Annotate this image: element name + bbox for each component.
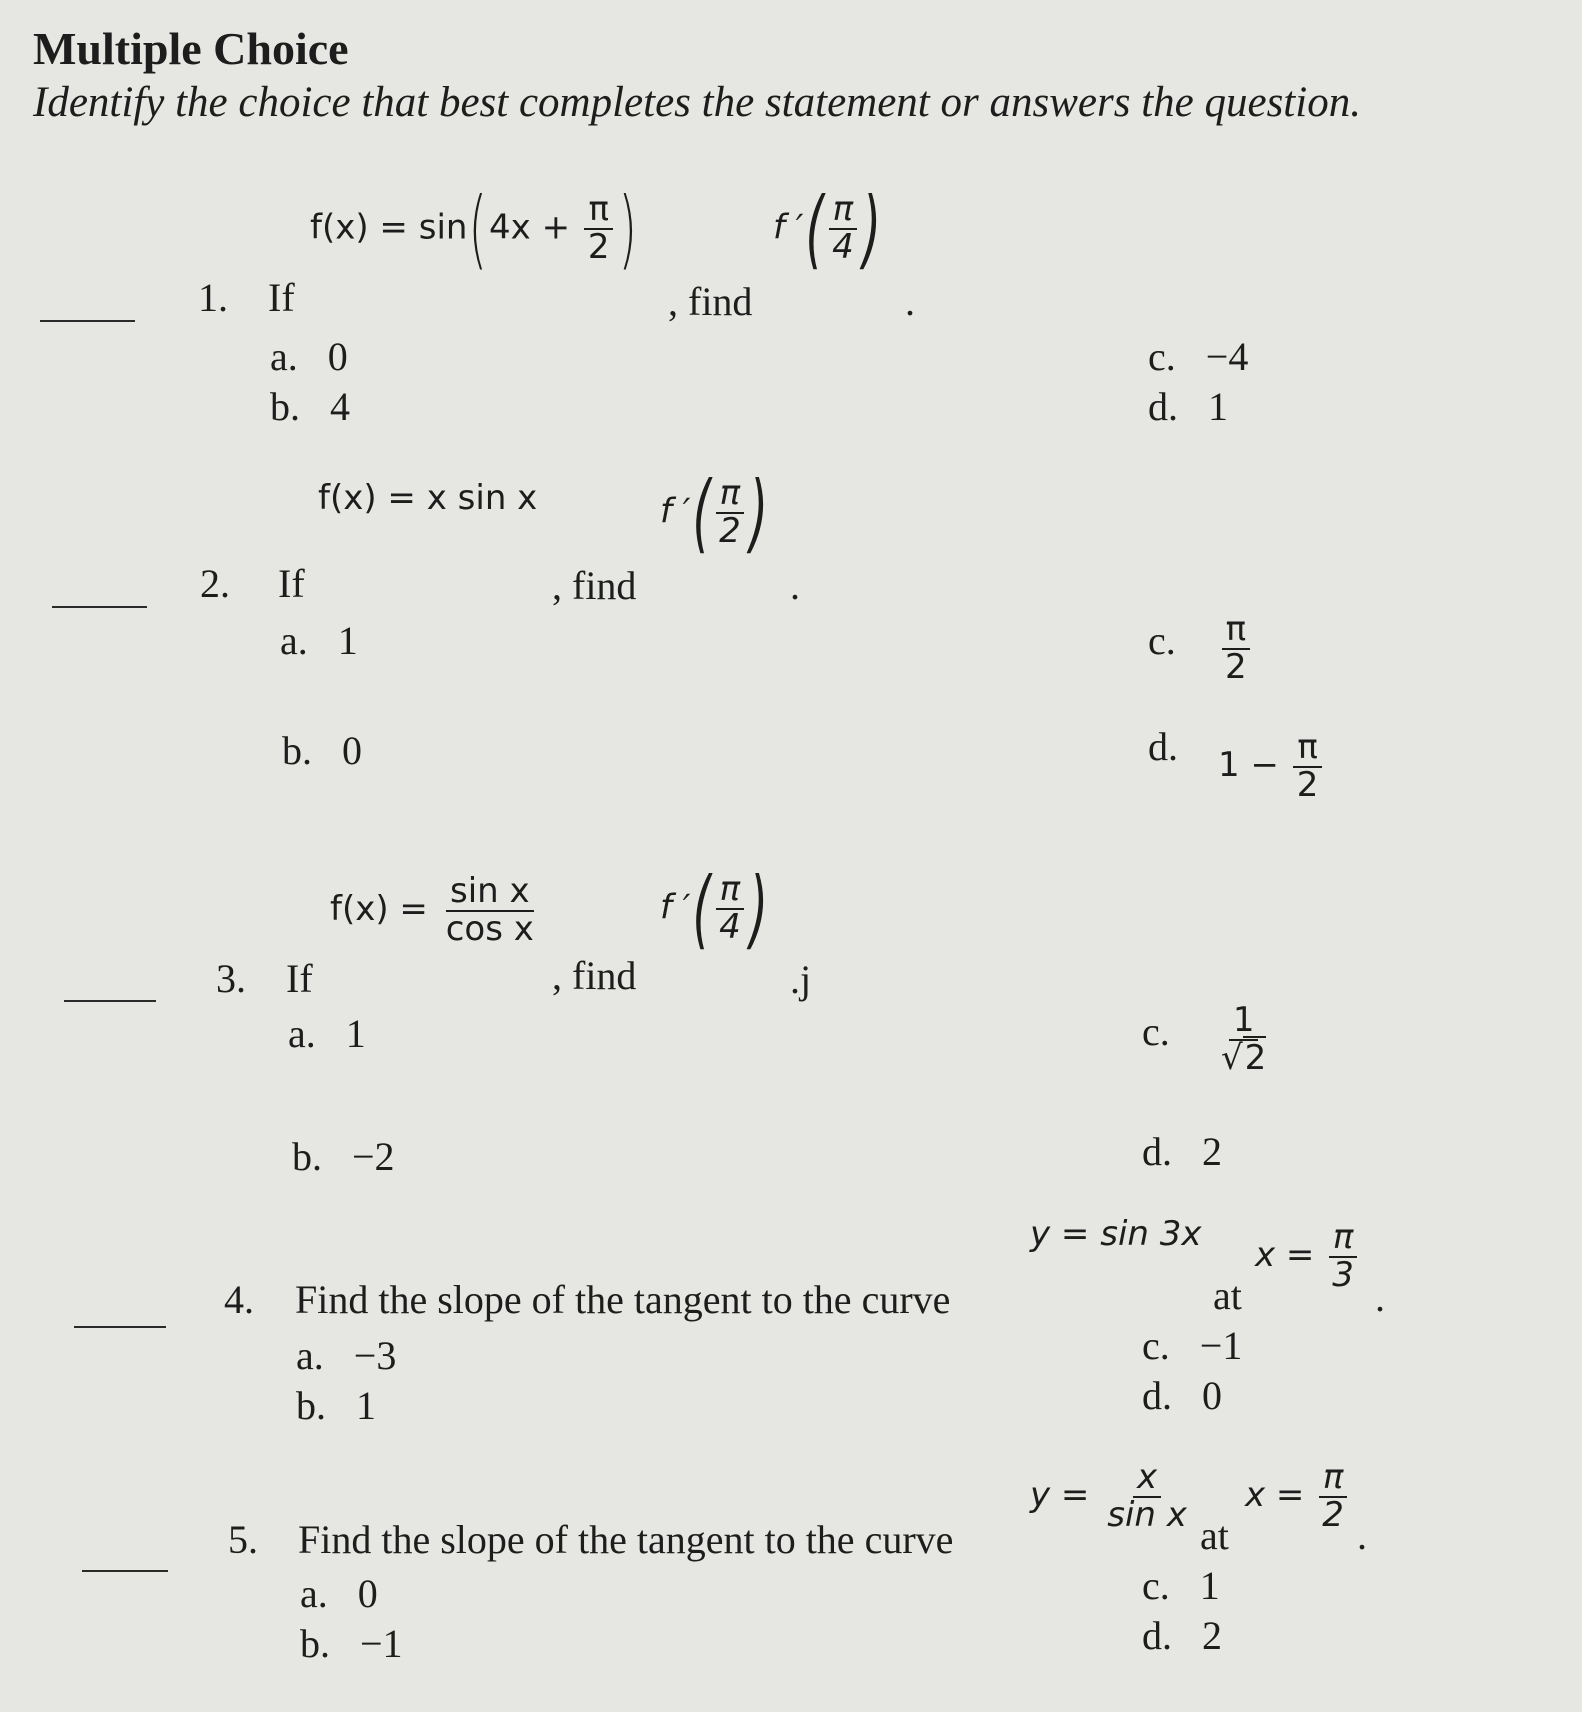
choice-d-value[interactable]: 1 − $\frac{\pi}{2}$	[1218, 730, 1325, 803]
evaluation-point: f ′( $\frac{\pi}{4}$ )	[660, 859, 768, 959]
period: .j	[790, 957, 812, 1002]
evaluation-point: f ′( $\frac{\pi}{4}$ )	[773, 179, 881, 279]
choice-d[interactable]: d. 1	[1148, 384, 1228, 429]
at-text: at	[1213, 1273, 1242, 1318]
choice-a[interactable]: a. −3	[296, 1333, 397, 1378]
fraction: $\frac{1}{√2}$	[1221, 1000, 1267, 1078]
function-definition: f(x) = sin(4x + $\frac{\pi}{2}$ )	[310, 179, 637, 279]
choice-a[interactable]: a. 0	[300, 1571, 378, 1616]
function-definition: f(x) = x sin x	[318, 478, 538, 518]
choice-a[interactable]: a. 1	[288, 1011, 366, 1056]
question-lead: If	[268, 275, 295, 320]
find-text: , find	[552, 953, 637, 998]
question-number: 3.	[216, 956, 246, 1001]
question-number: 1.	[198, 275, 228, 320]
choice-c[interactable]: c. 1	[1142, 1563, 1220, 1608]
evaluation-point: f ′( $\frac{\pi}{2}$ )	[660, 463, 768, 563]
fraction: $\frac{\pi}{3}$	[1328, 1220, 1358, 1293]
question-number: 5.	[228, 1517, 258, 1562]
choice-c[interactable]: c. −1	[1142, 1323, 1243, 1368]
fraction: $\frac{\pi}{4}$	[828, 192, 858, 265]
answer-blank-3[interactable]	[64, 1000, 156, 1002]
fraction: $\frac{\pi}{2}$	[1293, 730, 1323, 803]
find-text: , find	[668, 279, 753, 324]
fraction: $\frac{\pi}{4}$	[715, 872, 745, 945]
instructions: Identify the choice that best completes the statement or answers the question.	[33, 79, 1361, 126]
choice-a[interactable]: a. 0	[270, 334, 348, 379]
choice-b[interactable]: b. 1	[296, 1383, 376, 1428]
choice-c-value[interactable]	[1218, 609, 1254, 687]
choice-c[interactable]: c.	[1142, 1009, 1170, 1054]
period: .	[905, 279, 915, 324]
question-number: 4.	[224, 1277, 254, 1322]
choice-a[interactable]: a. 1	[280, 618, 358, 663]
choice-b[interactable]: b. 4	[270, 384, 350, 429]
answer-blank-4[interactable]	[74, 1326, 166, 1328]
find-text: , find	[552, 563, 637, 608]
function-definition: f(x) = $\frac{\text{sin x}}{\text{cos x}}$	[330, 874, 541, 947]
curve-equation: y = sin 3x	[1030, 1214, 1202, 1254]
at-text: at	[1200, 1513, 1229, 1558]
choice-d[interactable]: d.	[1148, 724, 1178, 769]
section-title: Multiple Choice	[33, 23, 349, 74]
period: .	[1375, 1275, 1385, 1320]
fraction: $\frac{\text{sin x}}{\text{cos x}}$	[445, 871, 534, 949]
choice-b[interactable]: b. −1	[300, 1621, 403, 1666]
question-text: Find the slope of the tangent to the curve	[298, 1517, 954, 1562]
answer-blank-1[interactable]	[40, 320, 135, 322]
evaluation-point: x = $\frac{\pi}{2}$	[1245, 1460, 1351, 1533]
question-lead: If	[286, 956, 313, 1001]
period: .	[790, 563, 800, 608]
fraction: $\frac{\pi}{2}$	[715, 476, 745, 549]
choice-d[interactable]: d. 0	[1142, 1373, 1222, 1418]
fraction: $\frac{\pi}{2}$	[1318, 1460, 1348, 1533]
question-text: Find the slope of the tangent to the curve	[295, 1277, 951, 1322]
choice-c[interactable]: c.	[1148, 618, 1176, 663]
question-number: 2.	[200, 561, 230, 606]
choice-d[interactable]: d. 2	[1142, 1129, 1222, 1174]
choice-d[interactable]: d. 2	[1142, 1613, 1222, 1658]
answer-blank-2[interactable]	[52, 606, 147, 608]
question-lead: If	[278, 561, 305, 606]
curve-equation: y = $\frac{x}{\text{sin x}}$	[1030, 1460, 1194, 1533]
evaluation-point: x = $\frac{\pi}{3}$	[1255, 1220, 1361, 1293]
fraction: $\frac{\pi}{2}$	[584, 192, 614, 265]
choice-b[interactable]: b. 0	[282, 728, 362, 773]
choice-b[interactable]: b. −2	[292, 1134, 395, 1179]
choice-c[interactable]: c. −4	[1148, 334, 1249, 379]
fraction: $\frac{x}{\text{sin x}}$	[1107, 1457, 1187, 1535]
period: .	[1357, 1513, 1367, 1558]
fraction: $\frac{\pi}{2}$	[1221, 612, 1251, 685]
choice-c-value[interactable]	[1214, 1000, 1273, 1078]
answer-blank-5[interactable]	[82, 1570, 168, 1572]
